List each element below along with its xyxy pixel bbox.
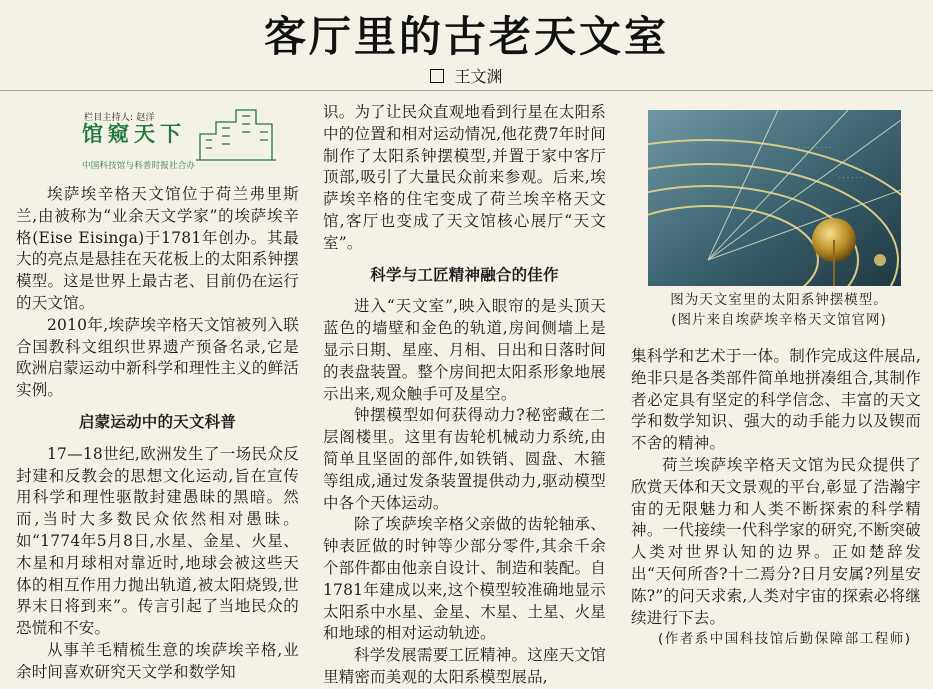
svg-text:· · · · · ·: · · · · · · (838, 174, 863, 182)
paragraph: 2010年,埃萨埃辛格天文馆被列入联合国教科文组织世界遗产预备名录,它是欧洲启蒙运动中新科学和理性主义的鲜活实例。 (16, 315, 299, 400)
svg-text:· · · · · · · ·: · · · · · · · · (798, 144, 832, 152)
paragraph: 集科学和艺术于一体。制作完成这件展品,绝非只是各类部件简单地拼凑组合,其制作者必定具有坚定的科学信念、丰富的天文学和数学知识、强大的动手能力以及锲而不舍的精神。 (631, 347, 921, 453)
byline (0, 64, 933, 87)
column-org: 中国科技馆与科普时报社合办 (82, 161, 196, 171)
column-logo (76, 104, 276, 176)
section-heading: 科学与工匠精神融合的佳作 (370, 265, 559, 284)
column-1 (16, 100, 299, 684)
divider (0, 90, 933, 91)
paragraph: 进入“天文室”,映入眼帘的是头顶天蓝色的墙壁和金色的轨道,房间侧墙上是显示日期、星座、月相、日出和日落时间的表盘装置。整个房间把太阳系形象地展示出来,观众触手可及星空。 (323, 297, 606, 403)
author-credit: (作者系中国科技馆后勤保障部工程师) (658, 631, 912, 648)
paragraph: 科学发展需要工匠精神。这座天文馆里精密而美观的太阳系模型展品, (323, 646, 606, 686)
orrery-photo (648, 110, 901, 286)
column-2 (323, 102, 606, 689)
author-name: 王文渊 (454, 67, 503, 86)
paragraph: 埃萨埃辛格天文馆位于荷兰弗里斯兰,由被称为“业余天文学家”的埃萨埃辛格(Eise Eisinga)于1781年创办。其最大的亮点是悬挂在天花板上的太阳系钟摆模型。这是世界上最古老、目前仍在运行的天文馆。 (16, 185, 299, 312)
paragraph: 17—18世纪,欧洲发生了一场民众反封建和反教会的思想文化运动,旨在宣传用科学和理性驱散封建愚昧的黑暗。然而,当时大多数民众依然相对愚昧。如“1774年5月8日,水星、金星、火星、木星和月球相对靠近时,地球会被这些天体的相互作用力抛出轨道,被太阳烧毁,世界末日将到来”。传言引起了当地民众的恐慌和不安。 (16, 444, 299, 638)
column-3 (631, 346, 921, 651)
column-name: 馆窥天下 (82, 122, 186, 146)
paragraph: 荷兰埃萨埃辛格天文馆为民众提供了欣赏天体和天文景观的平台,彰显了浩瀚宇宙的无限魅力和人类不断探索的科学精神。一代接续一代科学家的研究,不断突破人类对世界认知的边界。正如楚辞发出“天何所沓?十二焉分?日月安属?列星安陈?”的问天求索,人类对宇宙的探索必将继续进行下去。 (631, 455, 921, 627)
section-heading: 启蒙运动中的天文科普 (78, 412, 236, 431)
paragraph: 从事羊毛精梳生意的埃萨埃辛格,业余时间喜欢研究天文学和数学知 (16, 640, 299, 681)
article-title: 客厅里的古老天文室 (263, 12, 669, 61)
building-icon (196, 104, 276, 162)
paragraph: 识。为了让民众直观地看到行星在太阳系中的位置和相对运动情况,他花费7年时间制作了太阳系钟摆模型,并置于家中客厅顶部,吸引了大量民众前来参观。后来,埃萨埃辛格的住宅变成了荷兰埃辛格天文馆,客厅也变成了天文馆核心展厅“天文室”。 (323, 103, 606, 252)
paragraph: 除了埃萨埃辛格父亲做的齿轮轴承、钟表匠做的时钟等少部分零件,其余千余个部件都由他亲自设计、制造和装配。自1781年建成以来,这个模型较准确地显示太阳系中水星、金星、木星、土星、火星和地球的相对运动轨迹。 (323, 515, 606, 643)
column-host: 栏目主持人: 赵洋 (84, 113, 155, 123)
square-icon (430, 69, 444, 83)
caption-credit: (图片来自埃萨埃辛格天文馆官网) (671, 312, 887, 328)
photo-caption (634, 290, 924, 330)
paragraph: 钟摆模型如何获得动力?秘密藏在二层阁楼里。这里有齿轮机械动力系统,由简单且坚固的部件,如铁销、圆盘、木箍等组成,通过发条装置提供动力,驱动模型中各个天体运动。 (323, 406, 606, 512)
caption-line: 图为天文室里的太阳系钟摆模型。 (670, 292, 888, 308)
